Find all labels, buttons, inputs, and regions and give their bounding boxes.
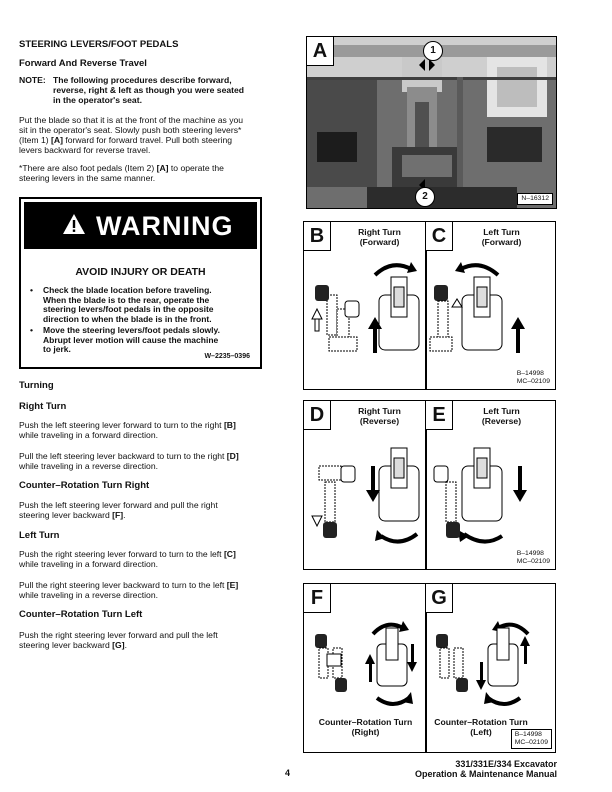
- figure-e-caption: Left Turn (Reverse): [481, 406, 522, 426]
- figure-e-drawing: [428, 436, 554, 551]
- figure-f-caption: Counter–Rotation Turn (Right): [318, 717, 413, 737]
- figure-d-caption: Right Turn (Reverse): [358, 406, 401, 426]
- section-title: STEERING LEVERS/FOOT PEDALS: [19, 39, 179, 50]
- counter-rotation-right-heading: Counter–Rotation Turn Right: [19, 480, 150, 491]
- warning-box: [19, 197, 262, 369]
- figure-b-label: B: [303, 221, 331, 251]
- figure-f-label: F: [303, 583, 331, 613]
- warning-title: WARNING: [96, 211, 234, 241]
- figure-e-label: E: [425, 400, 453, 430]
- warning-code: W–2235–0396: [204, 353, 250, 360]
- turning-heading: Turning: [19, 380, 54, 391]
- forward-reverse-paragraph: Put the blade so that it is at the front of the machine as you sit in the operator's seat. Slowly push both steering levers* (Item 1) [A] forward for forward travel. Pull both steering levers backward for reverse travel.: [19, 115, 244, 155]
- figure-d-drawing: [307, 436, 425, 551]
- callout-2: 2: [415, 187, 435, 207]
- right-turn-reverse-paragraph: Pull the left steering lever backward to turn to the right [D] while traveling in a reverse direction.: [19, 451, 239, 471]
- figure-c-drawing: [428, 257, 554, 367]
- warning-header: [24, 202, 257, 249]
- figure-g-drawing: [428, 614, 554, 714]
- figure-a: [306, 36, 557, 209]
- callout-1: 1: [423, 41, 443, 61]
- figure-de: [303, 400, 556, 570]
- forward-reverse-heading: Forward And Reverse Travel: [19, 58, 147, 69]
- counter-rotation-left-paragraph: Push the right steering lever forward and pull the left steering lever backward [G].: [19, 630, 218, 650]
- right-turn-heading: Right Turn: [19, 401, 67, 412]
- figure-g-caption: Counter–Rotation Turn (Left): [434, 717, 528, 737]
- operator-cab-photo: [307, 37, 557, 209]
- right-turn-forward-paragraph: Push the left steering lever forward to turn to the right [B] while traveling in a forward direction.: [19, 420, 236, 440]
- left-turn-reverse-paragraph: Pull the right steering lever backward to turn to the left [E] while traveling in a reverse direction.: [19, 580, 239, 600]
- figure-c-label: C: [425, 221, 453, 251]
- figure-a-code: N–16312: [517, 193, 553, 205]
- figure-bc-code: B–14998 MC–02109: [516, 370, 550, 385]
- warning-bullet-2: • Move the steering levers/foot pedals slowly. Abrupt lever motion will cause the machine to jerk.: [30, 325, 220, 355]
- figure-b-drawing: [307, 257, 425, 367]
- figure-fg: [303, 583, 556, 753]
- figure-f-drawing: [307, 614, 425, 714]
- footer-manual-info: 331/331E/334 Excavator Operation & Maintenance Manual: [414, 759, 557, 779]
- warning-subtitle: AVOID INJURY OR DEATH: [75, 266, 206, 278]
- left-turn-heading: Left Turn: [19, 530, 60, 541]
- counter-rotation-left-heading: Counter–Rotation Turn Left: [19, 609, 143, 620]
- left-turn-forward-paragraph: Push the right steering lever forward to turn to the left [C] while traveling in a forward direction.: [19, 549, 236, 569]
- figure-d-label: D: [303, 400, 331, 430]
- figure-a-label: A: [306, 36, 334, 66]
- warning-triangle-icon: [62, 213, 86, 235]
- figure-bc: [303, 221, 556, 390]
- figure-g-label: G: [425, 583, 453, 613]
- warning-bullet-1: • Check the blade location before traveling. When the blade is to the rear, operate the steering levers/foot pedals in the opposite direction to when the blade is in the front.: [30, 285, 214, 324]
- counter-rotation-right-paragraph: Push the left steering lever forward and pull the right steering lever backward [F].: [19, 500, 218, 520]
- note-text: The following procedures describe forward, reverse, right & left as though you were seated in the operator's seat.: [53, 75, 245, 105]
- note-label: NOTE:: [19, 75, 46, 85]
- figure-fg-code: B–14998 MC–02109: [511, 729, 552, 749]
- figure-c-caption: Left Turn (Forward): [481, 227, 522, 247]
- foot-pedal-paragraph: *There are also foot pedals (Item 2) [A] to operate the steering levers in the same manner.: [19, 163, 224, 183]
- figure-b-caption: Right Turn (Forward): [358, 227, 401, 247]
- figure-de-code: B–14998 MC–02109: [516, 550, 550, 565]
- page-number: 4: [285, 768, 291, 778]
